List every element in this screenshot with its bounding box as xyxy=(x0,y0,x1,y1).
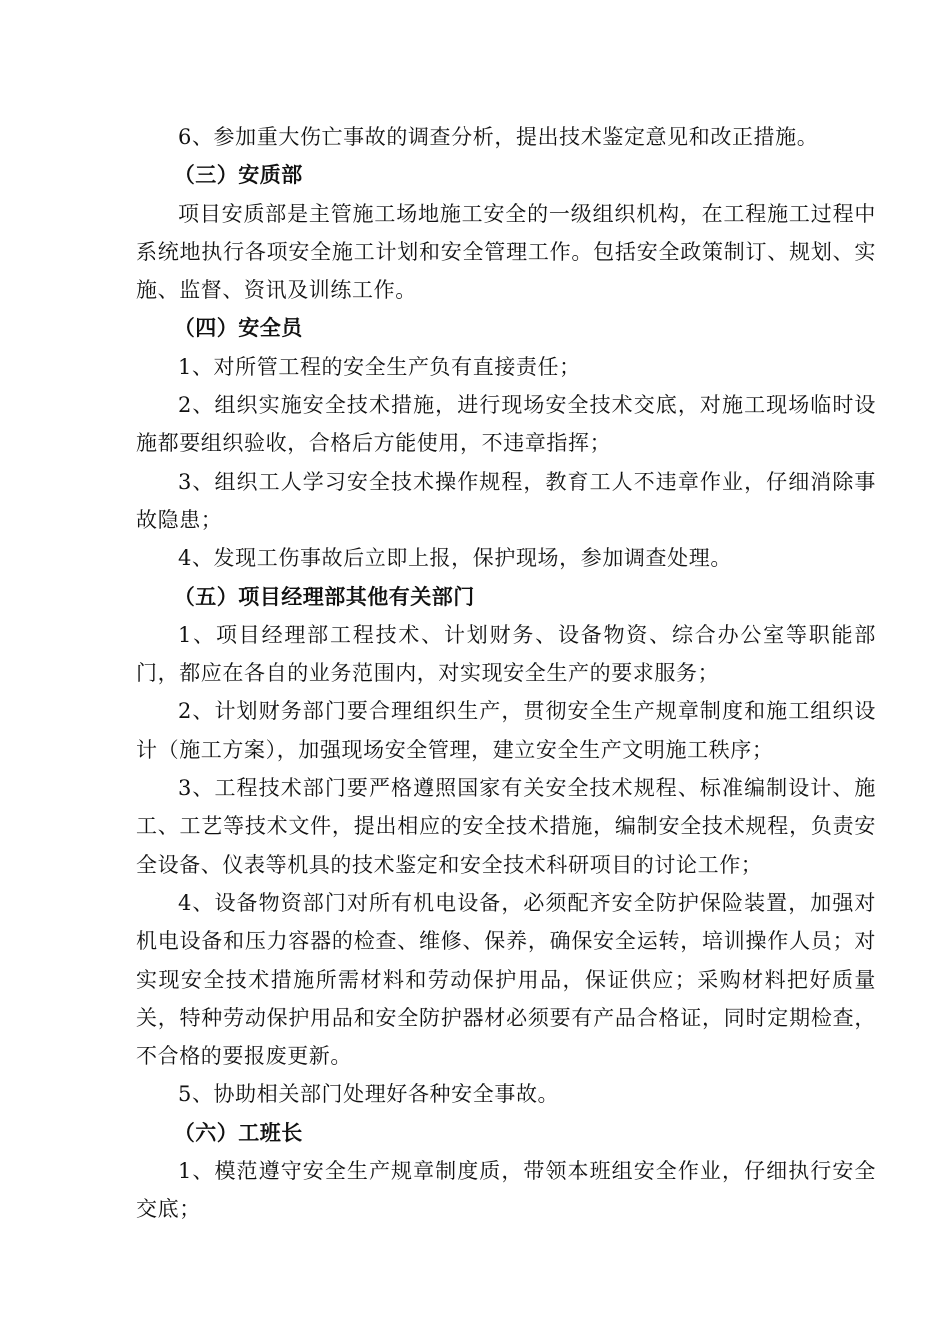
paragraph-team-leader-1: 1、模范遵守安全生产规章制度质，带领本班组安全作业，仔细执行安全交底； xyxy=(136,1159,876,1222)
paragraph-other-departments-4: 4、设备物资部门对所有机电设备，必须配齐安全防护保险装置，加强对机电设备和压力容器的检查、维修、保养，确保安全运转，培训操作人员；对实现安全技术措施所需材料和劳动保护用品，保证供应；采购材料把好质量关，特种劳动保护用品和安全防护器材必须要有产品合格证，同时定期检查，不合格的要报废更新。 xyxy=(136,890,876,1069)
paragraph-item-6: 6、参加重大伤亡事故的调查分析，提出技术鉴定意见和改正措施。 xyxy=(178,125,819,149)
section-heading-safety-officer: （四）安全员 xyxy=(173,316,303,341)
paragraph-safety-officer-2: 2、组织实施安全技术措施，进行现场安全技术交底，对施工现场临时设施都要组织验收，合格后方能使用，不违章指挥； xyxy=(136,393,876,456)
paragraph-other-departments-5: 5、协助相关部门处理好各种安全事故。 xyxy=(178,1082,560,1107)
paragraph-safety-officer-1: 1、对所管工程的安全生产负有直接责任； xyxy=(178,354,581,379)
paragraph-other-departments-1: 1、项目经理部工程技术、计划财务、设备物资、综合办公室等职能部门，都应在各自的业务范围内，对实现安全生产的要求服务； xyxy=(136,622,876,686)
paragraph-other-departments-2: 2、计划财务部门要合理组织生产，贯彻安全生产规章制度和施工组织设计（施工方案），加强现场安全管理，建立安全生产文明施工秩序； xyxy=(136,699,876,762)
paragraph-other-departments-3: 3、工程技术部门要严格遵照国家有关安全技术规程、标准编制设计、施工、工艺等技术文件，提出相应的安全技术措施，编制安全技术规程，负责安全设备、仪表等机具的技术鉴定和安全技术科研项目的讨论工作； xyxy=(136,776,876,877)
paragraph-safety-officer-4: 4、发现工伤事故后立即上报，保护现场，参加调查处理。 xyxy=(178,546,732,571)
document-body xyxy=(136,118,876,1229)
paragraph-safety-quality-dept: 项目安质部是主管施工场地施工安全的一级组织机构，在工程施工过程中系统地执行各项安全施工计划和安全管理工作。包括安全政策制订、规划、实施、监督、资讯及训练工作。 xyxy=(136,201,876,303)
paragraph-safety-officer-3: 3、组织工人学习安全技术操作规程，教育工人不违章作业，仔细消除事故隐患； xyxy=(136,469,876,532)
section-heading-other-departments: （五）项目经理部其他有关部门 xyxy=(173,584,475,609)
section-heading-team-leader: （六）工班长 xyxy=(173,1120,303,1145)
section-heading-safety-quality-dept: （三）安质部 xyxy=(173,163,303,188)
